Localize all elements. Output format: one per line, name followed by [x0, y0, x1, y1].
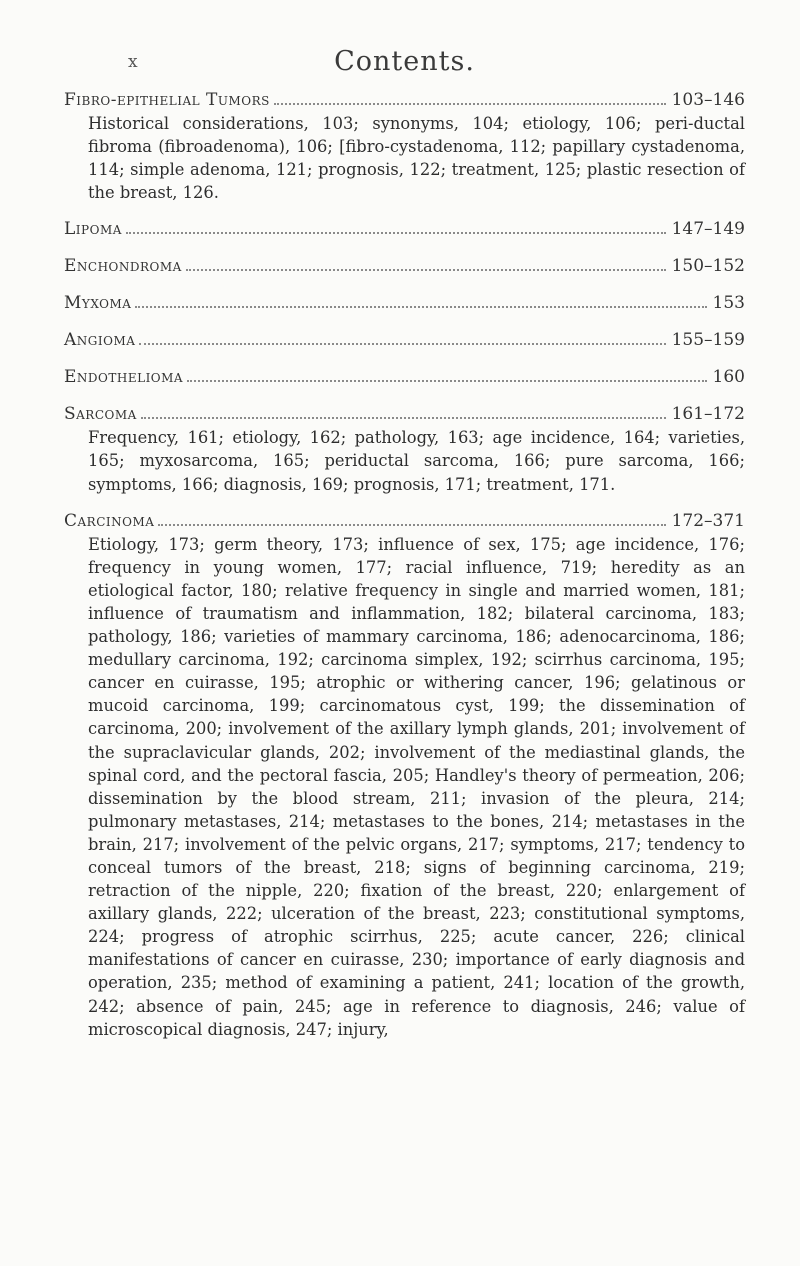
toc-entry-head: [64, 88, 745, 112]
toc-entry-head: [64, 291, 745, 315]
toc-entry-endothelioma: [64, 365, 745, 389]
toc-entry-pages: 161–172: [671, 404, 745, 425]
toc-entry-description: Historical considerations, 103; synonyms, 104; etiology, 106; peri-ductal fibroma (fibroadenoma), 106; [fibro-cystadenoma, 112; papillary cystadenoma, 114; simple adenoma, 121; prognosis, 122; treatment, 125; plastic resection of the breast, 126.: [88, 114, 745, 203]
toc-entry-title: Fibro-epithelial Tumors: [64, 90, 270, 110]
toc-entry-fibro-epithelial: [64, 88, 745, 204]
toc-entry-angioma: [64, 328, 745, 352]
dot-leader: [274, 103, 666, 105]
toc-entry-head: [64, 365, 745, 389]
toc-entry-title: Angioma: [64, 330, 136, 351]
toc-entry-pages: 103–146: [671, 90, 745, 110]
toc-entry-head: [64, 402, 745, 426]
dot-leader: [126, 232, 666, 234]
dot-leader: [187, 380, 706, 382]
toc-entry-head: [64, 217, 745, 241]
toc-entry-head: [64, 328, 745, 352]
toc-entry-title: Enchondroma: [64, 256, 182, 277]
toc-entry-title: Myxoma: [64, 293, 132, 314]
toc-entry-head: [64, 509, 745, 533]
page-title: Contents.: [334, 46, 475, 77]
page-number: x: [128, 52, 138, 72]
toc-entry-lipoma: [64, 217, 745, 241]
toc-entry-pages: 150–152: [671, 256, 745, 277]
toc-entry-title: Endothelioma: [64, 367, 184, 388]
dot-leader: [186, 269, 666, 271]
toc-entry-pages: 172–371: [671, 510, 745, 531]
toc-entry-myxoma: [64, 291, 745, 315]
toc-entry-head: [64, 254, 745, 278]
toc-entry-sarcoma: [64, 402, 745, 495]
toc-entry-enchondroma: [64, 254, 745, 278]
toc-entry-title: Lipoma: [64, 219, 122, 240]
toc-entry-title: Sarcoma: [64, 404, 137, 425]
dot-leader: [135, 306, 706, 308]
toc-entry-pages: 147–149: [671, 219, 745, 240]
toc-entry-description: Etiology, 173; germ theory, 173; influence of sex, 175; age incidence, 176; frequency in young women, 177; racial influence, 719; heredity as an etiological factor, 180; relative frequency in single and married women, 181; influence of traumatism and inflammation, 182; bilateral carcinoma, 183; pathology, 186; varieties of mammary carcinoma, 186; adenocarcinoma, 186; medullary carcinoma, 192; carcinoma simplex, 192; scirrhus carcinoma, 195; cancer en cuirasse, 195; atrophic or withering cancer, 196; gelatinous or mucoid carcinoma, 199; carcinomatous cyst, 199; the dissemination of carcinoma, 200; involvement of the axillary lymph glands, 201; involvement of the supraclavicular glands, 202; involvement of the mediastinal glands, the spinal cord, and the pectoral fascia, 205; Handley's theory of permeation, 206; dissemination by the blood stream, 211; invasion of the pleura, 214; pulmonary metastases, 214; metastases to the bones, 214; metastases in the brain, 217; involvement of the pelvic organs, 217; symptoms, 217; tendency to conceal tumors of the breast, 218; signs of beginning carcinoma, 219; retraction of the nipple, 220; fixation of the breast, 220; enlargement of axillary glands, 222; ulceration of the breast, 223; constitutional symptoms, 224; progress of atrophic scirrhus, 225; acute cancer, 226; clinical manifestations of cancer en cuirasse, 230; importance of early diagnosis and operation, 235; method of examining a patient, 241; location of the growth, 242; absence of pain, 245; age in reference to diagnosis, 246; value of microscopical diagnosis, 247; injury,: [88, 534, 745, 1039]
dot-leader: [139, 343, 665, 345]
toc-entry-pages: 160: [712, 367, 745, 388]
dot-leader: [141, 417, 666, 419]
dot-leader: [158, 524, 665, 526]
toc-entry-pages: 153: [712, 293, 745, 314]
toc-entry-pages: 155–159: [671, 330, 745, 351]
toc-entry-description: Frequency, 161; etiology, 162; pathology, 163; age incidence, 164; varieties, 165; myxosarcoma, 165; periductal sarcoma, 166; pure sarcoma, 166; symptoms, 166; diagnosis, 169; prognosis, 171; treatment, 171.: [88, 428, 745, 494]
page-header: [64, 0, 745, 88]
toc-entry-carcinoma: [64, 509, 745, 1041]
toc-entry-title: Carcinoma: [64, 510, 155, 531]
